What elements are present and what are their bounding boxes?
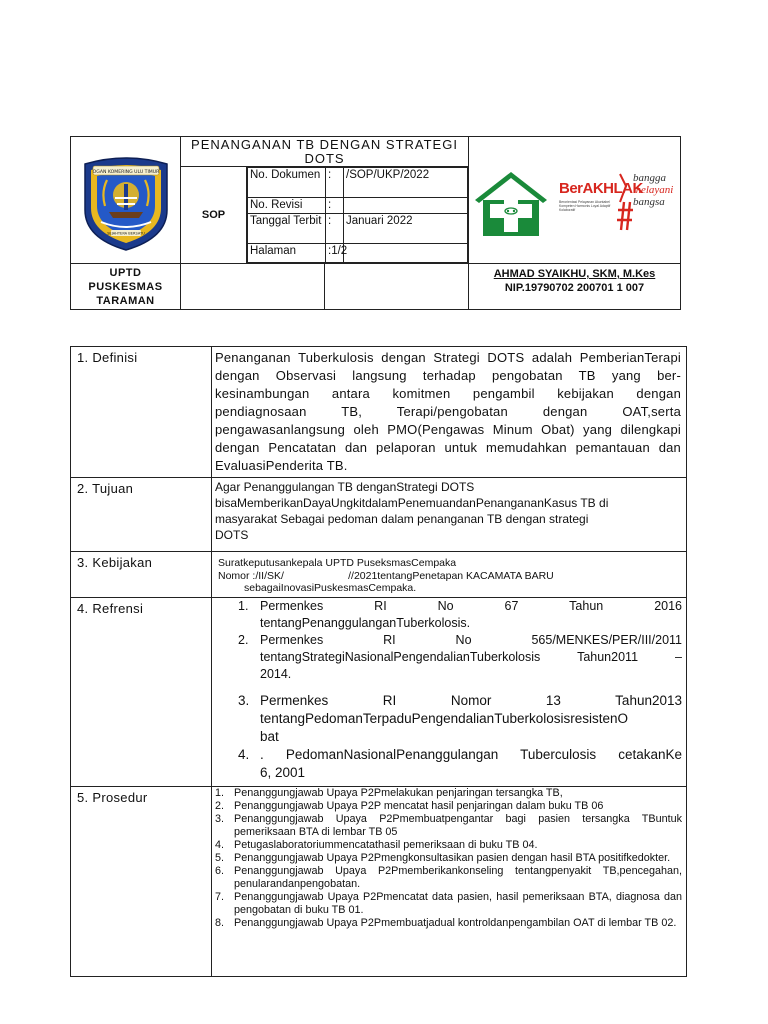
document-title: PENANGANAN TB DENGAN STRATEGI DOTS <box>181 137 469 167</box>
meta-value-doc-no: /SOP/UKP/2022 <box>344 168 468 198</box>
list-item: 8. Penanggungjawab Upaya P2Pmembuatjadual kontroldanpengambilan OAT di lembar TB 02. <box>215 916 677 929</box>
berakhlak-brand-text: BerAKHLAK <box>559 180 643 197</box>
list-item: 2. Penanggungjawab Upaya P2P mencatat hasil penjaringan dalam buku TB 06 <box>215 799 604 812</box>
meta-sep: : <box>326 214 344 244</box>
list-item: 4. Petugaslaboratoriummencatathasil pemeriksaan di buku TB 04. <box>215 838 538 851</box>
section-definisi <box>71 347 687 478</box>
list-item: 3. Penanggungjawab Upaya P2Pmembuatpengantar bagi pasien tersangka TBuntuk pemeriksaan BTA di lembar TB 05 <box>215 812 682 838</box>
list-item: 1. Penanggungjawab Upaya P2Pmelakukan penjaringan tersangka TB, <box>215 786 563 799</box>
tagline-line-1: bangga <box>633 172 666 184</box>
section-label: 5. Prosedur <box>71 786 212 976</box>
list-item: 3. Permenkes RI Nomor 13 Tahun2013 tentangPedomanTerpaduPengendalianTuberkolosisresistenO bat <box>238 692 682 744</box>
logo-cell-right <box>469 137 681 264</box>
berakhlak-logo <box>559 172 681 234</box>
tujuan-text: Agar Penanggulangan TB denganStrategi DOTS bisaMemberikanDayaUngkitdalamPenemuandanPenangananKasus TB di masyarakat Sebagai pedoman dalam penanganan TB dengan strategi DOTS <box>212 478 687 552</box>
meta-label-issue-date: Tanggal Terbit <box>248 214 326 244</box>
tagline-line-2: melayani <box>633 184 674 196</box>
section-prosedur <box>71 786 687 976</box>
section-label: 3. Kebijakan <box>71 552 212 598</box>
list-item: 2. Permenkes RI No 565/MENKES/PER/III/2011 tentangStrategiNasionalPengendalianTuberkolosis Tahun2011 – 2014. <box>238 632 682 681</box>
meta-value-page: 1/2 <box>331 245 348 257</box>
signer-name: AHMAD SYAIKHU, SKM, M.Kes <box>493 268 656 280</box>
list-item: 5. Penanggungjawab Upaya P2Pmengkonsultasikan pasien dengan hasil BTA positifkedokter. <box>215 851 671 864</box>
list-item: 1. Permenkes RI No 67 Tahun 2016 tentangPenanggulanganTuberkolosis. <box>238 598 682 630</box>
list-item: 6. Penanggungjawab Upaya P2Pmemberikankonseling tentangpenyakit TB,pencegahan, penularandanpengobatan. <box>215 864 682 890</box>
sop-label: SOP <box>181 167 247 264</box>
kebijakan-text: Suratkeputusankepala UPTD PuseksmasCempaka Nomor :/II/SK/ //2021tentangPenetapan KACAMATA BARU sebagaiInovasiPuskesmasCempaka. <box>212 552 687 598</box>
tagline-line-3: bangsa <box>633 196 665 208</box>
organization-name: UPTD PUSKESMAS TARAMAN <box>71 264 181 310</box>
meta-value-issue-date: Januari 2022 <box>344 214 468 244</box>
prosedur-list <box>212 786 687 976</box>
berakhlak-subtitle: Berorientasi Pelayanan Akuntabel Kompeten Harmonis Loyal Adaptif Kolaboratif <box>559 200 611 213</box>
signature-block <box>469 264 681 310</box>
document-meta <box>247 167 469 264</box>
meta-label-page: Halaman <box>248 244 326 263</box>
meta-sep: : <box>326 168 344 198</box>
section-label: 4. Refrensi <box>71 597 212 786</box>
meta-label-doc-no: No. Dokumen <box>248 168 326 198</box>
definisi-text: Penanganan Tuberkulosis dengan Strategi DOTS adalah PemberianTerapi dengan Observasi langsung terhadap pengobatan TB yang ber-kesinambungan antara komitmen pengambil kebijakan dengan pendiagnosaan TB, Terapi/pengobatan dengan OAT,serta pengawasanlangsung oleh PMO(Pengawas Minum Obat) yang dilengkapi dengan Pencatatan dan pelaporan untuk memudahkan pemantauan dan EvaluasiPenderita TB. <box>212 347 687 478</box>
meta-value-revision <box>344 198 468 214</box>
section-kebijakan <box>71 552 687 598</box>
section-label: 2. Tujuan <box>71 478 212 552</box>
refrensi-list <box>212 597 687 786</box>
list-item: 7. Penanggungjawab Upaya P2Pmencatat data pasien, hasil pemeriksaan BTA, diagnosa dan pengobatan di buku TB 01. <box>215 890 682 916</box>
hashtag-icon <box>616 172 634 232</box>
list-item: 4. . PedomanNasionalPenanggulangan Tuberculosis cetakanKe 6, 2001 <box>238 746 682 780</box>
section-refrensi <box>71 597 687 786</box>
meta-sep: : <box>326 198 344 214</box>
emblem-banner-text: OGAN KOMERING ULU TIMUR <box>92 170 160 175</box>
section-label: 1. Definisi <box>71 347 212 478</box>
sop-header-table <box>70 136 681 310</box>
section-tujuan <box>71 478 687 552</box>
meta-label-revision: No. Revisi <box>248 198 326 214</box>
puskesmas-logo-icon <box>473 170 549 238</box>
signer-nip: NIP.19790702 200701 1 007 <box>504 282 645 294</box>
regency-emblem-icon <box>71 140 181 260</box>
logo-cell-left <box>71 137 181 264</box>
meta-sep-page: :1/2 <box>326 244 344 263</box>
sop-content-table <box>70 346 687 977</box>
emblem-motto-text: SEJAHTERA BERSATU <box>107 231 145 236</box>
